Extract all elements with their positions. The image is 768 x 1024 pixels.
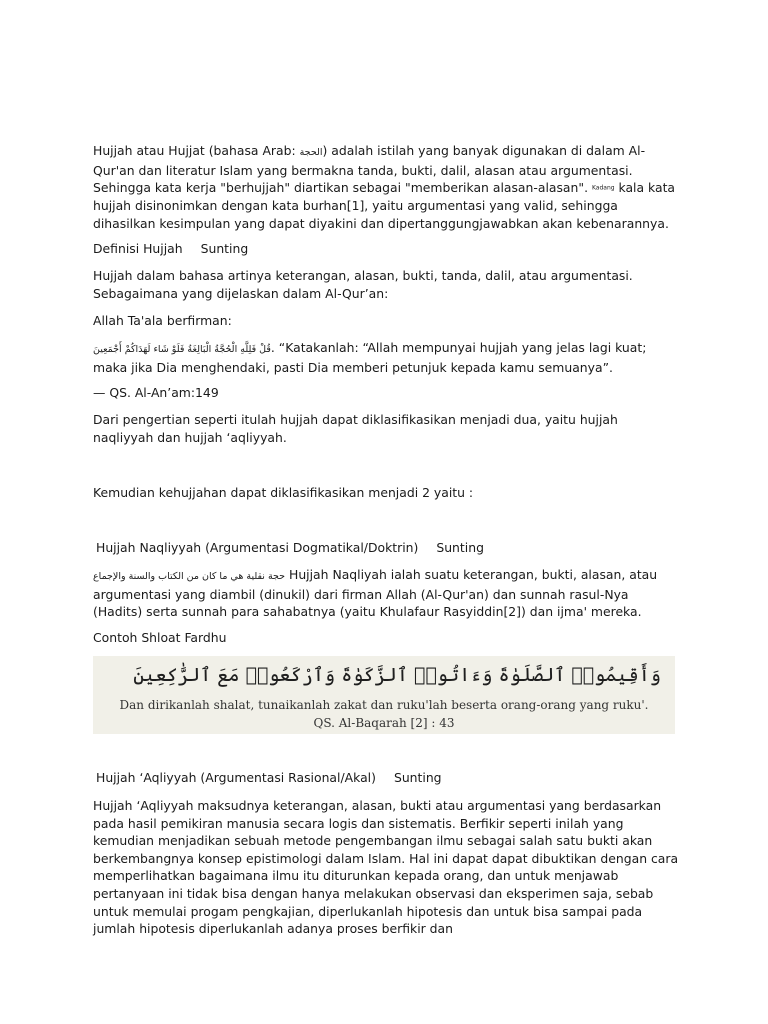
aqli-edit-link[interactable]: Sunting [393, 770, 442, 785]
verse-paragraph [93, 339, 681, 376]
quote-arabic: وَأَقِيمُوا۟ ٱلصَّلَوٰةَ وَءَاتُوا۟ ٱلزَّكَوٰةَ وَٱرْكَعُوا۟ مَعَ ٱلرَّٰكِعِينَ [133, 664, 661, 686]
definition-heading [93, 240, 681, 258]
intro-text-3: kala kata hujjah disinonimkan dengan kata burhan[1], yaitu argumentasi yang valid, sehingga dihasilkan kesimpulan yang dapat diyakini dan dipertanggungjawabkan akan kebenarannya. [93, 180, 676, 232]
definition-heading-title: Definisi Hujjah [93, 241, 183, 256]
intro-tiny-note: Kadang [591, 184, 615, 192]
aqli-paragraph: Hujjah ‘Aqliyyah maksudnya keterangan, alasan, bukti atau argumentasi yang berdasarkan pada hasil pemikiran manusia secara logis dan sistematis. Berfikir seperti inilah yang kemudian menjadikan sebuah metode pengembangan ilmu sebagai salah satu bukti akan berkembangnya konsep epistimologi dalam Islam. Hal ini dapat dapat dibuktikan dengan cara memperlihatkan bagaimana ilmu itu diturunkan kepada orang, dan untuk menjawab pertanyaan ini tidak bisa dengan hanya melakukan observasi dan eksperimen saja, sebab untuk memulai progam pengkajian, diperlukanlah hipotesis dan untuk bisa sampai pada jumlah hipotesis diperlukanlah adanya proses berfikir dan [93, 798, 679, 937]
classification-paragraph: Dari pengertian seperti itulah hujjah dapat diklasifikasikan menjadi dua, yaitu hujjah naqliyyah dan hujjah ‘aqliyyah. [93, 412, 618, 445]
allah-line: Allah Ta'ala berfirman: [93, 313, 232, 328]
naqli-edit-link[interactable]: Sunting [436, 540, 484, 555]
aqli-heading [96, 769, 684, 787]
aqli-heading-title: Hujjah ‘Aqliyyah (Argumentasi Rasional/Akal) [96, 770, 376, 785]
intro-paragraph [93, 142, 681, 233]
naqli-heading [96, 539, 684, 557]
verse-translation: . “Katakanlah: “Allah mempunyai hujjah yang jelas lagi kuat; maka jika Dia menghendaki, pasti Dia memberi petunjuk kepada kamu semuanya”. [93, 340, 647, 375]
intro-arabic-term: الحجة [299, 147, 323, 158]
naqli-text: Hujjah Naqliyah ialah suatu keterangan, bukti, alasan, atau argumentasi yang diambil (dinukil) dari firman Allah (Al-Qur'an) dan sunnah rasul-Nya (Hadits) serta sunnah para sahabatnya (yaitu Khulafaur Rasyiddin[2]) dan ijma' mereka. [93, 567, 658, 620]
definition-edit-link[interactable]: Sunting [200, 241, 249, 256]
verse-arabic: قُلْ فَلِلَّهِ الْحُجَّةُ الْبَالِغَةُ فَلَوْ شَاء لَهَدَاكُمْ أَجْمَعِينَ [93, 344, 271, 355]
contoh-heading: Contoh Shloat Fardhu [93, 630, 227, 645]
naqli-arabic: حجة نقلية هي ما كان من الكتاب والسنة والإجماع [93, 571, 286, 582]
verse-citation: — QS. Al-An’am:149 [93, 385, 219, 400]
naqli-paragraph [93, 566, 681, 621]
definition-paragraph: Hujjah dalam bahasa artinya keterangan, alasan, bukti, tanda, dalil, atau argumentasi. Sebagaimana yang dijelaskan dalam Al-Qur’an: [93, 268, 633, 301]
intro-text-2: ) adalah istilah yang banyak digunakan di dalam Al-Qur'an dan literatur Islam yang bermakna tanda, bukti, dalil, alasan atau argumentasi. Sehingga kata kerja "berhujjah" diartikan sebagai "memberikan alasan-alasan". [93, 143, 646, 196]
kehujjahan-paragraph: Kemudian kehujjahan dapat diklasifikasikan menjadi 2 yaitu : [93, 485, 474, 500]
intro-text-1: Hujjah atau Hujjat (bahasa Arab: [93, 143, 300, 158]
quran-quote-box [93, 656, 675, 734]
quote-translation: Dan dirikanlah shalat, tunaikanlah zakat dan ruku'lah beserta orang-orang yang ruku'. QS. Al-Baqarah [2] : 43 [119, 698, 649, 730]
naqli-heading-title: Hujjah Naqliyyah (Argumentasi Dogmatikal/Doktrin) [96, 540, 419, 555]
